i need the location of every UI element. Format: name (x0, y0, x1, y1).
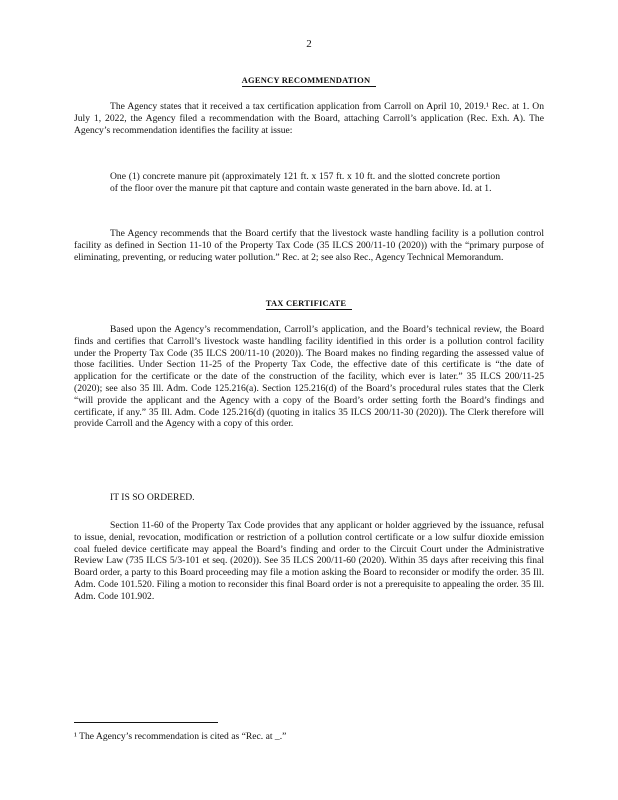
page-number: 2 (306, 38, 312, 50)
appeal-rights-paragraph: Section 11-60 of the Property Tax Code provides that any applicant or holder aggrieved by the issuance, refusal to issue, denial, revocation, modification or restriction of a pollution control certificate or a low sulfur dioxide emission coal fueled device certificate may appeal the Board’s finding and order to the Circuit Court under the Administrative Review Law (735 ILCS 5/3-101 et seq. (2020)). See 35 ILCS 200/11-60 (2020). Within 35 days after receiving this final Board order, a party to this Board proceeding may file a motion asking the Board to reconsider or modify the order. 35 Ill. Adm. Code 101.520. Filing a motion to reconsider this final Board order is not a prerequisite to appealing the order. 35 Ill. Adm. Code 101.902. (74, 520, 544, 602)
tax-certificate-paragraph: Based upon the Agency’s recommendation, Carroll’s application, and the Board’s technical review, the Board finds and certifies that Carroll’s livestock waste handling facility identified in this order is a pollution control facility under the Property Tax Code (35 ILCS 200/11-10 (2020)). The Board makes no finding regarding the assessed value of those facilities. Under Section 11-25 of the Property Tax Code, the effective date of this certificate is “the date of application for the certificate or the date of the construction of the facility, which ever is later.” 35 ILCS 200/11-25 (2020); see also 35 Ill. Adm. Code 125.216(a). Section 125.216(d) of the Board’s procedural rules states that the Clerk “will provide the applicant and the Agency with a copy of the Board’s order setting forth the Board’s findings and certificate, if any.” 35 Ill. Adm. Code 125.216(d) (quoting in italics 35 ILCS 200/11-30 (2020)). The Clerk therefore will provide Carroll and the Agency with a copy of this order. (74, 324, 544, 430)
footnote-separator (74, 722, 218, 723)
agency-paragraph-2: The Agency recommends that the Board certify that the livestock waste handling facility is a pollution control facility as defined in Section 11-10 of the Property Tax Code (35 ILCS 200/11-10 (2020)) with the “primary purpose of eliminating, preventing, or reducing water pollution.” Rec. at 2; see also Rec., Agency Technical Memorandum. (74, 228, 544, 263)
facility-block-quote: One (1) concrete manure pit (approximately 121 ft. x 157 ft. x 10 ft. and the slotted concrete portion of the floor over the manure pit that capture and contain waste generated in the barn above. Id. at 1. (110, 171, 500, 194)
footnote: ¹ The Agency’s recommendation is cited as “Rec. at _.” (74, 731, 287, 742)
agency-recommendation-heading: AGENCY RECOMMENDATION (0, 75, 618, 85)
tax-certificate-heading: TAX CERTIFICATE (0, 298, 618, 308)
so-ordered-line: IT IS SO ORDERED. (110, 492, 195, 503)
agency-paragraph-1: The Agency states that it received a tax certification application from Carroll on April 10, 2019.¹ Rec. at 1. On July 1, 2022, the Agency filed a recommendation with the Board, attaching Carroll’s application (Rec. Exh. A). The Agency’s recommendation identifies the facility at issue: (74, 101, 544, 136)
